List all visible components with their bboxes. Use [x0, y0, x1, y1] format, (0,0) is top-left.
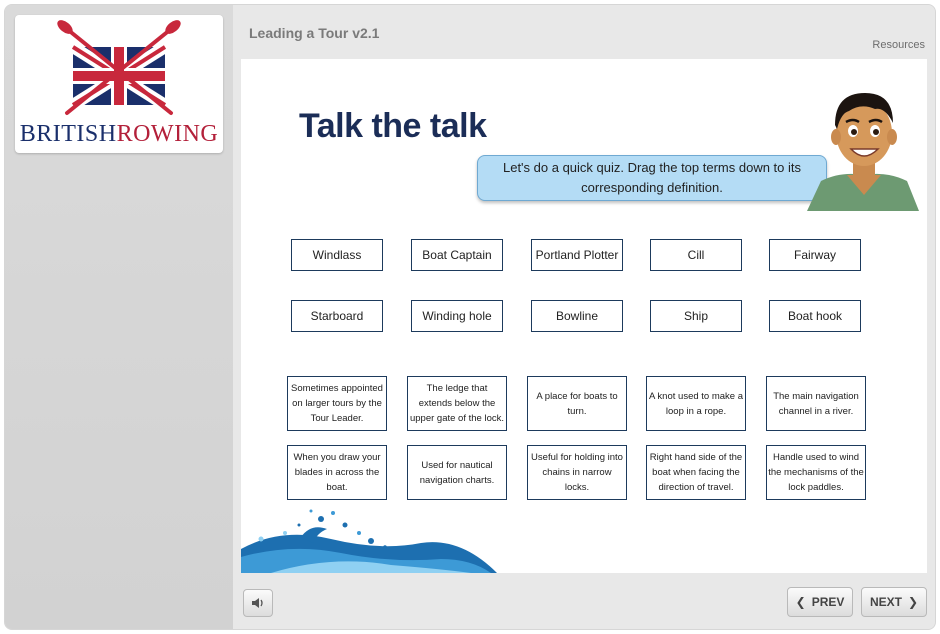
course-title: Leading a Tour v2.1 [249, 25, 380, 41]
slide-canvas [241, 59, 927, 573]
term-card[interactable]: Boat Captain [411, 239, 503, 271]
resources-link[interactable]: Resources [872, 39, 925, 51]
chevron-right-icon: ❯ [907, 595, 919, 609]
term-card[interactable]: Cill [650, 239, 742, 271]
definition-target[interactable]: Handle used to wind the mechanisms of the lock paddles. [766, 445, 866, 500]
chevron-left-icon: ❮ [795, 595, 806, 609]
main-area [233, 5, 936, 629]
definition-target[interactable]: The main navigation channel in a river. [766, 376, 866, 431]
term-card[interactable]: Starboard [291, 300, 383, 332]
term-card[interactable]: Windlass [291, 239, 383, 271]
term-card[interactable]: Portland Plotter [531, 239, 623, 271]
slide-title: Talk the talk [299, 107, 487, 145]
definition-target[interactable]: A place for boats to turn. [527, 376, 627, 431]
wave-splash-decoration [241, 503, 511, 573]
term-card[interactable]: Bowline [531, 300, 623, 332]
british-rowing-logo [15, 15, 223, 153]
union-flag-oars-icon [15, 15, 223, 119]
term-card[interactable]: Fairway [769, 239, 861, 271]
prev-button[interactable]: ❮ PREV [787, 587, 853, 617]
definition-target[interactable]: Right hand side of the boat when facing the direction of travel. [646, 445, 746, 500]
player-frame [4, 4, 936, 630]
definition-target[interactable]: When you draw your blades in across the boat. [287, 445, 387, 500]
definition-target[interactable]: Sometimes appointed on larger tours by the Tour Leader. [287, 376, 387, 431]
guide-character-icon [801, 85, 927, 211]
audio-toggle-button[interactable] [243, 589, 273, 617]
definition-target[interactable]: A knot used to make a loop in a rope. [646, 376, 746, 431]
speech-bubble: Let's do a quick quiz. Drag the top terms down to its corresponding definition. [477, 155, 827, 201]
logo-wordmark: BRITISHROWING [19, 121, 219, 147]
speaker-icon [251, 597, 265, 609]
definition-target[interactable]: The ledge that extends below the upper gate of the lock. [407, 376, 507, 431]
term-card[interactable]: Winding hole [411, 300, 503, 332]
term-card[interactable]: Boat hook [769, 300, 861, 332]
term-card[interactable]: Ship [650, 300, 742, 332]
next-button[interactable]: NEXT ❯ [861, 587, 927, 617]
sidebar [5, 5, 233, 629]
definition-target[interactable]: Useful for holding into chains in narrow locks. [527, 445, 627, 500]
definition-target[interactable]: Used for nautical navigation charts. [407, 445, 507, 500]
